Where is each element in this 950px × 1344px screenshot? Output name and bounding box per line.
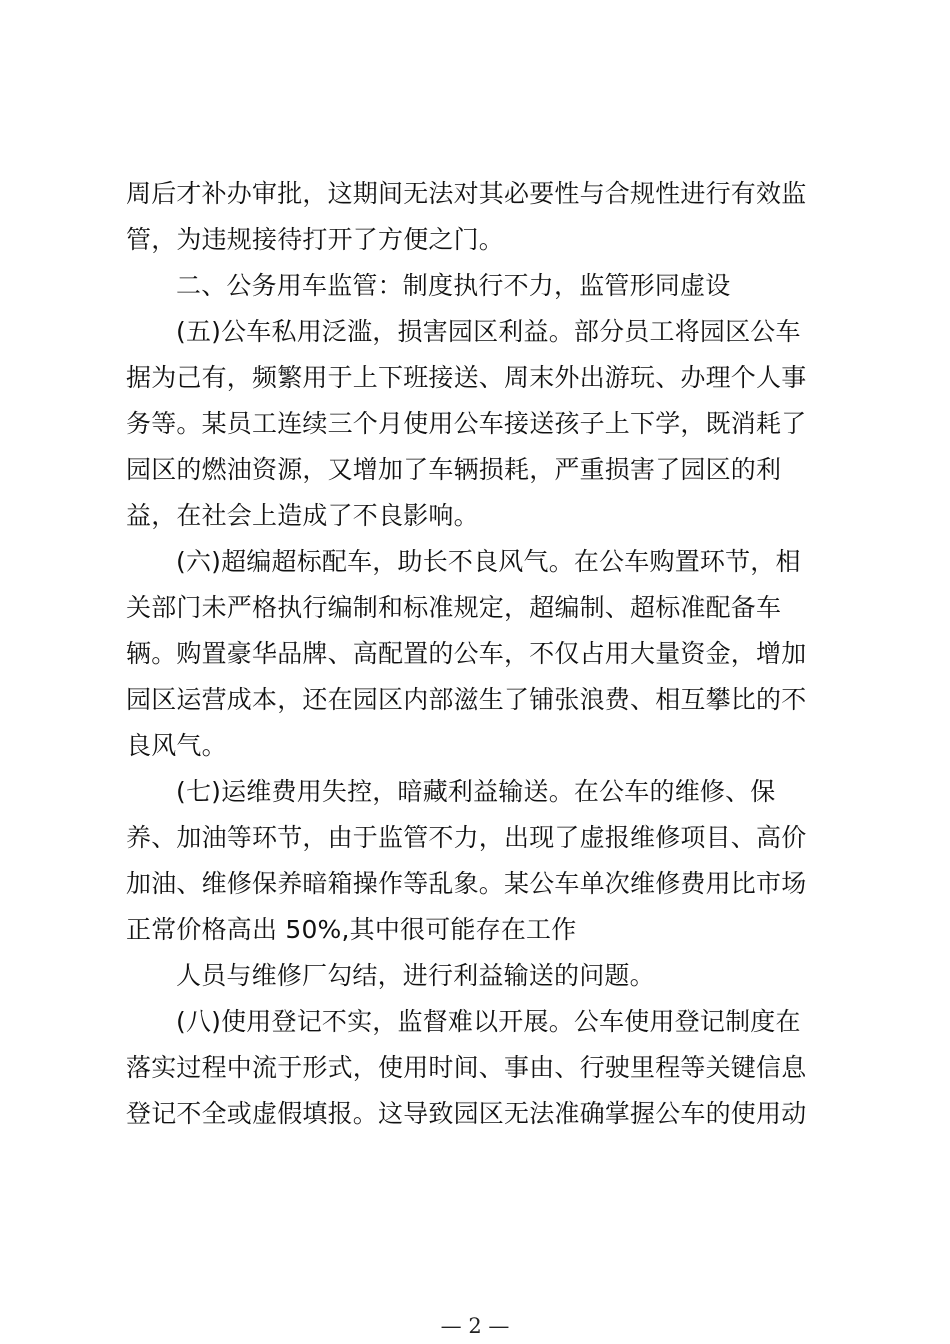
text-line: 园区运营成本，还在园区内部滋生了铺张浪费、相互攀比的不 bbox=[126, 685, 807, 714]
paragraph-start-line: (六)超编超标配车，助长不良风气。在公车购置环节，相 bbox=[176, 547, 801, 576]
text-line: 据为己有，频繁用于上下班接送、周末外出游玩、办理个人事 bbox=[126, 363, 807, 392]
text-line: 务等。某员工连续三个月使用公车接送孩子上下学，既消耗了 bbox=[126, 409, 807, 438]
text-line: 周后才补办审批，这期间无法对其必要性与合规性进行有效监 bbox=[126, 179, 807, 208]
section-heading: 二、公务用车监管：制度执行不力，监管形同虚设 bbox=[176, 271, 731, 300]
paragraph-start-line: (五)公车私用泛滥，损害园区利益。部分员工将园区公车 bbox=[176, 317, 801, 346]
text-line: 落实过程中流于形式，使用时间、事由、行驶里程等关键信息 bbox=[126, 1053, 807, 1082]
paragraph-start-line: (八)使用登记不实，监督难以开展。公车使用登记制度在 bbox=[176, 1007, 801, 1036]
text-line: 管，为违规接待打开了方便之门。 bbox=[126, 225, 505, 254]
text-line: 辆。购置豪华品牌、高配置的公车，不仅占用大量资金，增加 bbox=[126, 639, 807, 668]
text-line: 良风气。 bbox=[126, 731, 227, 760]
text-line: 园区的燃油资源，又增加了车辆损耗，严重损害了园区的利 bbox=[126, 455, 782, 484]
text-line: 人员与维修厂勾结，进行利益输送的问题。 bbox=[176, 961, 655, 990]
text-line: 正常价格高出 50%,其中很可能存在工作 bbox=[126, 915, 577, 944]
text-line: 益，在社会上造成了不良影响。 bbox=[126, 501, 479, 530]
text-line: 关部门未严格执行编制和标准规定，超编制、超标准配备车 bbox=[126, 593, 782, 622]
text-line: 加油、维修保养暗箱操作等乱象。某公车单次维修费用比市场 bbox=[126, 869, 807, 898]
page-number: — 2 — bbox=[440, 1314, 510, 1338]
text-line: 养、加油等环节，由于监管不力，出现了虚报维修项目、高价 bbox=[126, 823, 807, 852]
text-line: 登记不全或虚假填报。这导致园区无法准确掌握公车的使用动 bbox=[126, 1099, 807, 1128]
paragraph-start-line: (七)运维费用失控，暗藏利益输送。在公车的维修、保 bbox=[176, 777, 776, 806]
